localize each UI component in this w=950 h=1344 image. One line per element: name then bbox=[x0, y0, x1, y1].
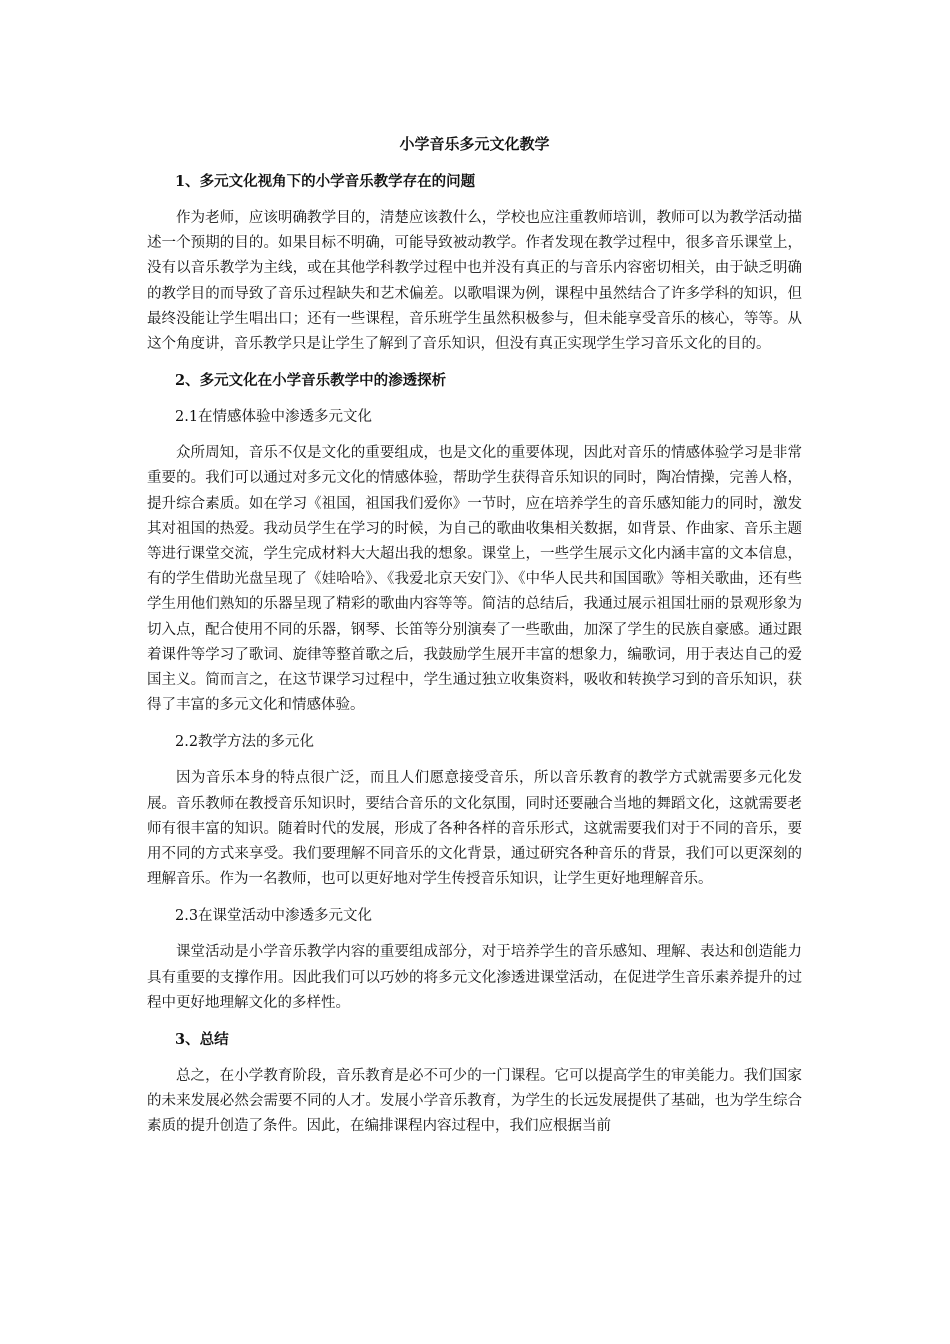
paragraph-problems: 作为老师，应该明确教学目的，清楚应该教什么，学校也应注重教师培训，教师可以为教学活动描述一个预期的目的。如果目标不明确，可能导致被动教学。作者发现在教学过程中，很多音乐课堂上，没有以音乐教学为主线，或在其他学科教学过程中也并没有真正的与音乐内容密切相关，由于缺乏明确的教学目的而导致了音乐过程缺失和艺术偏差。以歌唱课为例，课程中虽然结合了许多学科的知识，但最终没能让学生唱出口；还有一些课程，音乐班学生虽然积极参与，但未能享受音乐的核心，等等。从这个角度讲，音乐教学只是让学生了解到了音乐知识，但没有真正实现学生学习音乐文化的目的。 bbox=[147, 210, 802, 353]
section-heading-2: 2、多元文化在小学音乐教学中的渗透探析 bbox=[175, 372, 447, 390]
section-heading-1: 1、多元文化视角下的小学音乐教学存在的问题 bbox=[175, 173, 476, 190]
document-body bbox=[147, 132, 802, 1152]
subsection-heading-2-1: 2.1在情感体验中渗透多元文化 bbox=[175, 409, 373, 426]
section-heading-3: 3、总结 bbox=[175, 1031, 229, 1049]
paragraph-summary: 总之，在小学教育阶段，音乐教育是必不可少的一门课程。它可以提高学生的审美能力。我们国家的未来发展必然会需要不同的人才。发展小学音乐教育，为学生的长远发展提供了基础，也为学生综合素质的提升创造了条件。因此，在编排课程内容过程中，我们应根据当前 bbox=[147, 1068, 802, 1135]
document-title: 小学音乐多元文化教学 bbox=[399, 135, 550, 153]
paragraph-teaching-methods: 因为音乐本身的特点很广泛，而且人们愿意接受音乐，所以音乐教育的教学方式就需要多元化发展。音乐教师在教授音乐知识时，要结合音乐的文化氛围，同时还要融合当地的舞蹈文化，这就需要老师有很丰富的知识。随着时代的发展，形成了各种各样的音乐形式，这就需要我们对于不同的音乐，要用不同的方式来享受。我们要理解不同音乐的文化背景，通过研究各种音乐的背景，我们可以更深刻的理解音乐。作为一名教师，也可以更好地对学生传授音乐知识，让学生更好地理解音乐。 bbox=[147, 770, 802, 888]
subsection-heading-2-2: 2.2教学方法的多元化 bbox=[175, 734, 315, 751]
subsection-heading-2-3: 2.3在课堂活动中渗透多元文化 bbox=[175, 908, 373, 925]
paragraph-emotional-experience: 众所周知，音乐不仅是文化的重要组成，也是文化的重要体现，因此对音乐的情感体验学习是非常重要的。我们可以通过对多元文化的情感体验，帮助学生获得音乐知识的同时，陶冶情操，完善人格，提升综合素质。如在学习《祖国，祖国我们爱你》一节时，应在培养学生的音乐感知能力的同时，激发其对祖国的热爱。我动员学生在学习的时候，为自己的歌曲收集相关数据，如背景、作曲家、音乐主题等进行课堂交流，学生完成材料大大超出我的想象。课堂上，一些学生展示文化内涵丰富的文本信息，有的学生借助光盘呈现了《娃哈哈》、《我爱北京天安门》、《中华人民共和国国歌》等相关歌曲，还有些学生用他们熟知的乐器呈现了精彩的歌曲内容等等。简洁的总结后，我通过展示祖国壮丽的景观形象为切入点，配合使用不同的乐器，钢琴、长笛等分别演奏了一些歌曲，加深了学生的民族自豪感。通过跟着课件等学习了歌词、旋律等整首歌之后，我鼓励学生展开丰富的想象力，编歌词，用于表达自己的爱国主义。简而言之，在这节课学习过程中，学生通过独立收集资料，吸收和转换学习到的音乐知识，获得了丰富的多元文化和情感体验。 bbox=[147, 445, 802, 714]
paragraph-classroom-activities: 课堂活动是小学音乐教学内容的重要组成部分，对于培养学生的音乐感知、理解、表达和创造能力具有重要的支撑作用。因此我们可以巧妙的将多元文化渗透进课堂活动，在促进学生音乐素养提升的过程中更好地理解文化的多样性。 bbox=[147, 944, 802, 1011]
